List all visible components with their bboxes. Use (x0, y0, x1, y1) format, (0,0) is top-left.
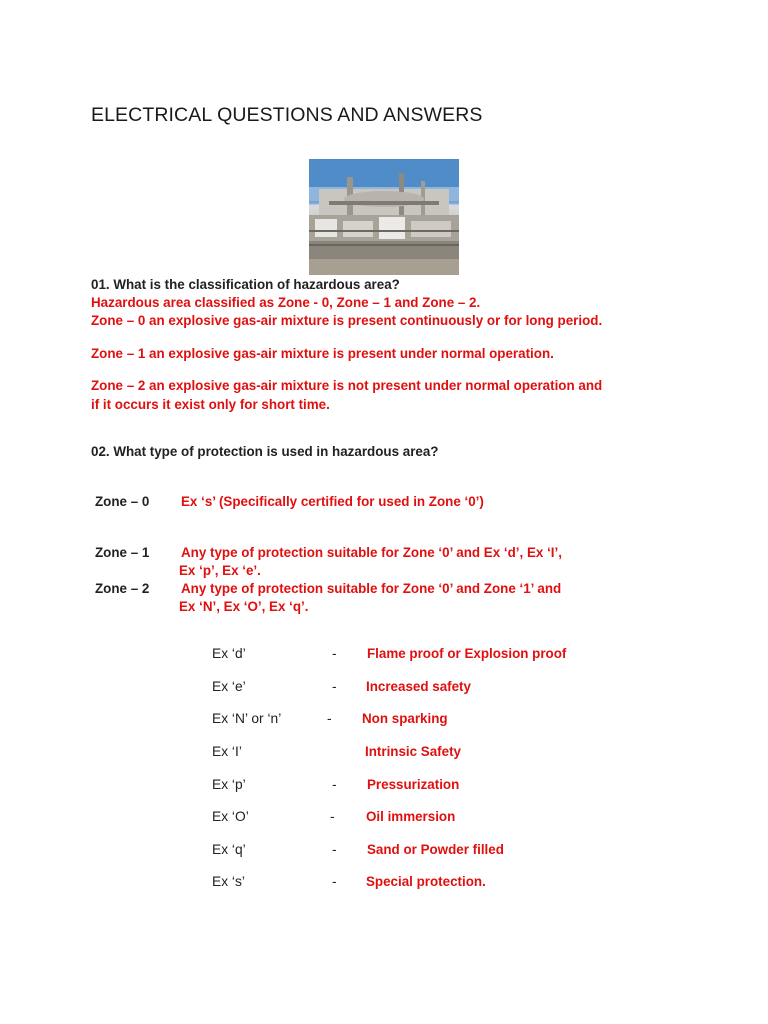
protection-name-o: Oil immersion (366, 809, 456, 824)
zone-2-label: Zone – 2 (95, 581, 150, 596)
zone-1-text-1: Any type of protection suitable for Zone ‘0’ and Ex ‘d’, Ex ‘I’, (181, 545, 562, 560)
zone-2-text-1: Any type of protection suitable for Zone ‘0’ and Zone ‘1’ and (181, 581, 562, 596)
protection-code-d: Ex ‘d’ (212, 646, 246, 661)
protection-name-q: Sand or Powder filled (367, 842, 504, 857)
protection-code-p: Ex ‘p’ (212, 777, 246, 792)
protection-dash-s: - (332, 874, 337, 889)
protection-code-q: Ex ‘q’ (212, 842, 246, 857)
protection-code-n: Ex ‘N’ or ‘n’ (212, 711, 282, 726)
protection-name-p: Pressurization (367, 777, 460, 792)
zone-2-text-2: Ex ‘N’, Ex ‘O’, Ex ‘q’. (179, 599, 309, 614)
protection-dash-p: - (332, 777, 337, 792)
answer-1-line-3: Zone – 1 an explosive gas-air mixture is present under normal operation. (91, 346, 554, 361)
protection-code-e: Ex ‘e’ (212, 679, 246, 694)
answer-1-line-4: Zone – 2 an explosive gas-air mixture is not present under normal operation and (91, 378, 603, 393)
protection-name-d: Flame proof or Explosion proof (367, 646, 567, 661)
protection-name-s: Special protection. (366, 874, 486, 889)
protection-dash-e: - (332, 679, 337, 694)
industrial-plant-photo (309, 159, 459, 275)
question-1: 01. What is the classification of hazardous area? (91, 277, 400, 292)
protection-dash-q: - (332, 842, 337, 857)
zone-0-label: Zone – 0 (95, 494, 150, 509)
protection-code-i: Ex ‘I’ (212, 744, 242, 759)
answer-1-line-2: Zone – 0 an explosive gas-air mixture is present continuously or for long period. (91, 313, 603, 328)
question-2: 02. What type of protection is used in hazardous area? (91, 444, 439, 459)
answer-1-line-5: if it occurs it exist only for short time. (91, 397, 330, 412)
protection-name-i: Intrinsic Safety (365, 744, 461, 759)
page-title: ELECTRICAL QUESTIONS AND ANSWERS (91, 104, 483, 126)
answer-1-line-1: Hazardous area classified as Zone - 0, Zone – 1 and Zone – 2. (91, 295, 481, 310)
zone-1-text-2: Ex ‘p’, Ex ‘e’. (179, 563, 261, 578)
protection-name-n: Non sparking (362, 711, 448, 726)
protection-dash-d: - (332, 646, 337, 661)
protection-name-e: Increased safety (366, 679, 471, 694)
protection-dash-n: - (327, 711, 332, 726)
zone-1-label: Zone – 1 (95, 545, 150, 560)
protection-code-o: Ex ‘O’ (212, 809, 249, 824)
protection-dash-o: - (330, 809, 335, 824)
plant-illustration (309, 159, 459, 275)
protection-code-s: Ex ‘s’ (212, 874, 245, 889)
zone-0-text-1: Ex ‘s’ (Specifically certified for used in Zone ‘0’) (181, 494, 484, 509)
